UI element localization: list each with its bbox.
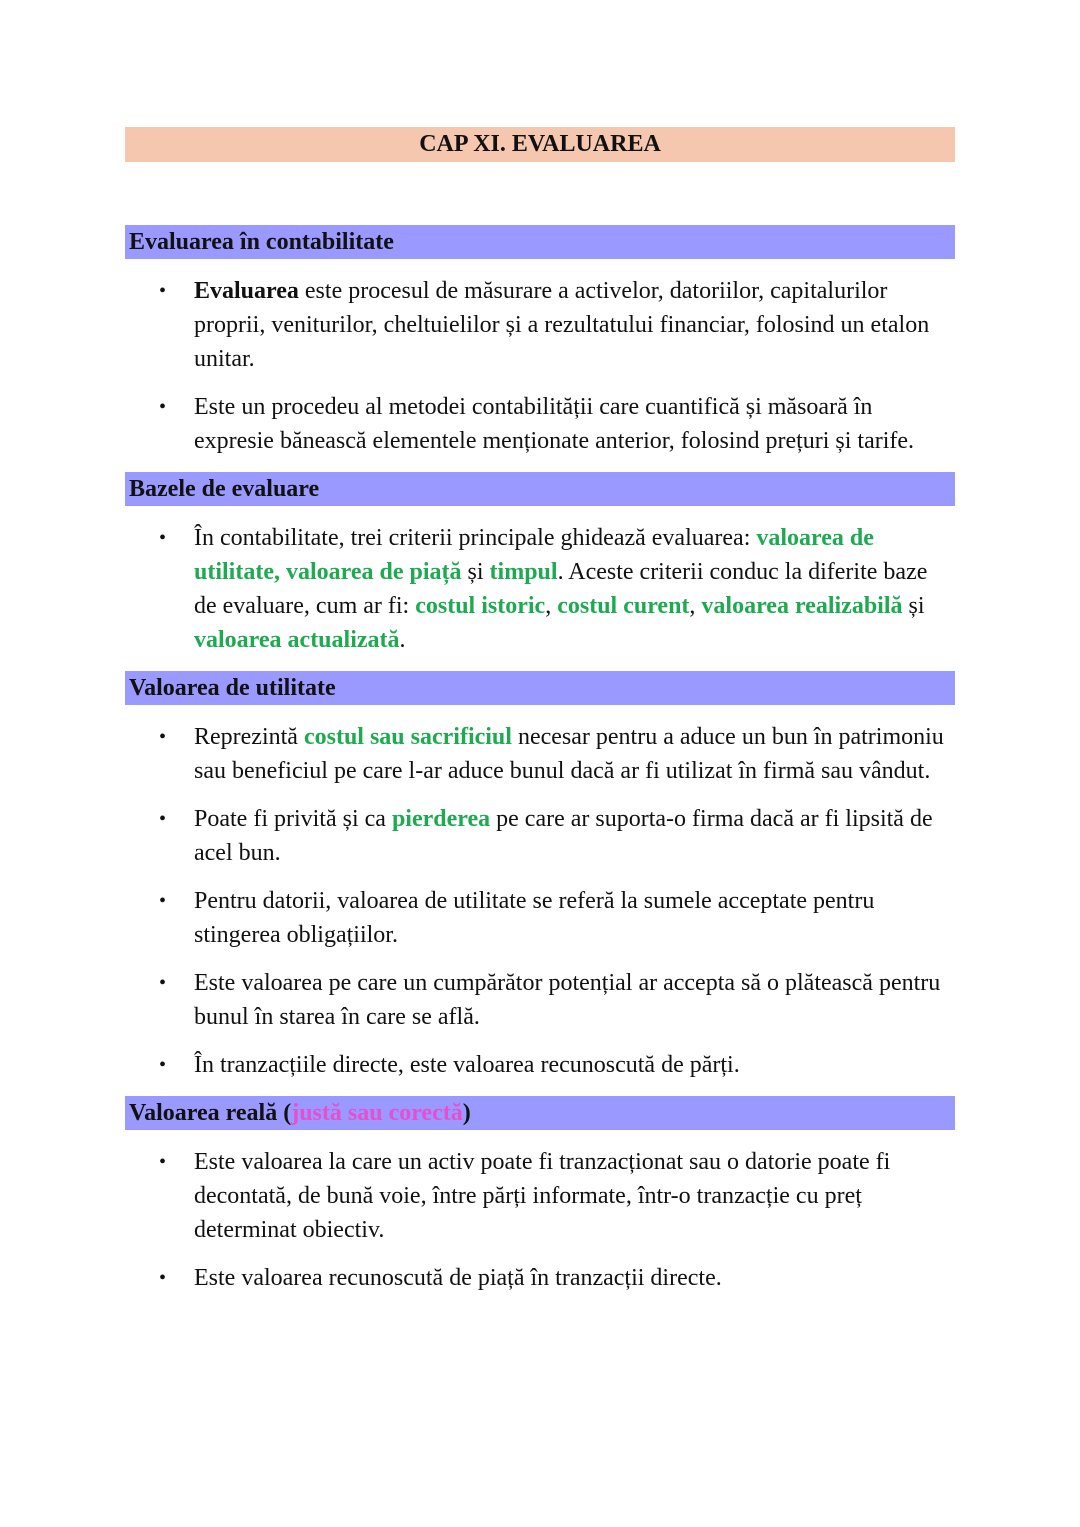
text-run: Poate fi privită și ca — [194, 806, 392, 832]
highlighted-term: valoarea realizabilă — [701, 593, 903, 619]
section-heading — [125, 472, 955, 506]
list-item — [125, 521, 955, 657]
section-heading — [125, 671, 955, 705]
list-item — [125, 966, 955, 1034]
text-run: ) — [462, 1100, 471, 1126]
text-run: și — [902, 593, 925, 619]
text-run: Pentru datorii, valoarea de utilitate se referă la sumele acceptate pentru stingerea obligațiilor. — [194, 888, 875, 948]
list-item — [125, 274, 955, 376]
text-run: pe care ar suporta-o firma dacă ar fi lipsită de acel bun. — [194, 806, 933, 866]
bullet-list — [125, 1145, 955, 1295]
text-run: Evaluarea în contabilitate — [129, 229, 394, 255]
bullet-icon: • — [159, 1267, 167, 1289]
highlighted-term: costul sau sacrificiul — [303, 724, 512, 750]
document-page — [125, 127, 955, 1309]
bullet-icon: • — [159, 396, 167, 418]
bullet-list — [125, 274, 955, 458]
text-run: este procesul de măsurare a activelor, datoriilor, capitalurilor proprii, veniturilor, cheltuielilor și a rezultatului financiar, folosind un etalon unitar. — [194, 278, 930, 372]
bullet-icon: • — [159, 808, 167, 830]
highlighted-term: costul curent — [557, 593, 690, 619]
bullet-icon: • — [159, 972, 167, 994]
chapter-title: CAP XI. EVALUAREA — [125, 127, 955, 162]
spacer — [125, 162, 955, 225]
highlighted-term-pink: justă sau corectă — [291, 1100, 463, 1126]
highlighted-term: pierderea — [391, 806, 491, 832]
bullet-icon: • — [159, 527, 167, 549]
bullet-list — [125, 521, 955, 657]
text-run: Este valoarea la care un activ poate fi tranzacționat sau o datorie poate fi decontată, de bună voie, între părți informate, într-o tranzacție cu preț determinat obiectiv. — [194, 1149, 891, 1243]
text-run: Este un procedeu al metodei contabilității care cuantifică și măsoară în expresie bănească elementele menționate anterior, folosind prețuri și tarife. — [194, 394, 915, 454]
text-run: În contabilitate, trei criterii principale ghidează evaluarea: — [194, 525, 757, 551]
text-run: Bazele de evaluare — [129, 476, 320, 502]
text-run: . Aceste criterii conduc la diferite baze de evaluare, cum ar fi: — [194, 559, 928, 619]
text-run: Este valoarea recunoscută de piață în tranzacții directe. — [194, 1265, 722, 1291]
text-run: În tranzacțiile directe, este valoarea recunoscută de părți. — [194, 1052, 740, 1078]
text-run: Reprezintă — [194, 724, 304, 750]
bullet-list — [125, 720, 955, 1082]
text-run: . — [399, 627, 406, 653]
highlighted-term: valoarea de utilitate, valoarea de piață — [194, 525, 874, 585]
bullet-icon: • — [159, 280, 167, 302]
list-item — [125, 1145, 955, 1247]
text-run: Este valoarea pe care un cumpărător potențial ar accepta să o plătească pentru bunul în starea în care se află. — [194, 970, 941, 1030]
text-run: , — [689, 593, 702, 619]
bullet-icon: • — [159, 890, 167, 912]
section-heading — [125, 225, 955, 259]
bullet-icon: • — [159, 1151, 167, 1173]
bold-term: Evaluarea — [194, 278, 299, 304]
list-item — [125, 1261, 955, 1295]
list-item — [125, 884, 955, 952]
bullet-icon: • — [159, 1054, 167, 1076]
list-item — [125, 802, 955, 870]
sections — [125, 225, 955, 1295]
bullet-icon: • — [159, 726, 167, 748]
highlighted-term: timpul — [489, 559, 558, 585]
list-item — [125, 720, 955, 788]
section-heading — [125, 1096, 955, 1130]
text-run: și — [461, 559, 490, 585]
list-item — [125, 1048, 955, 1082]
text-run: Valoarea de utilitate — [129, 675, 336, 701]
text-run: Valoarea reală ( — [129, 1100, 292, 1126]
text-run: , — [545, 593, 558, 619]
highlighted-term: valoarea actualizată — [194, 627, 400, 653]
list-item — [125, 390, 955, 458]
highlighted-term: costul istoric — [415, 593, 546, 619]
text-run: necesar pentru a aduce un bun în patrimoniu sau beneficiul pe care l-ar aduce bunul dacă ar fi utilizat în firmă sau vândut. — [194, 724, 944, 784]
